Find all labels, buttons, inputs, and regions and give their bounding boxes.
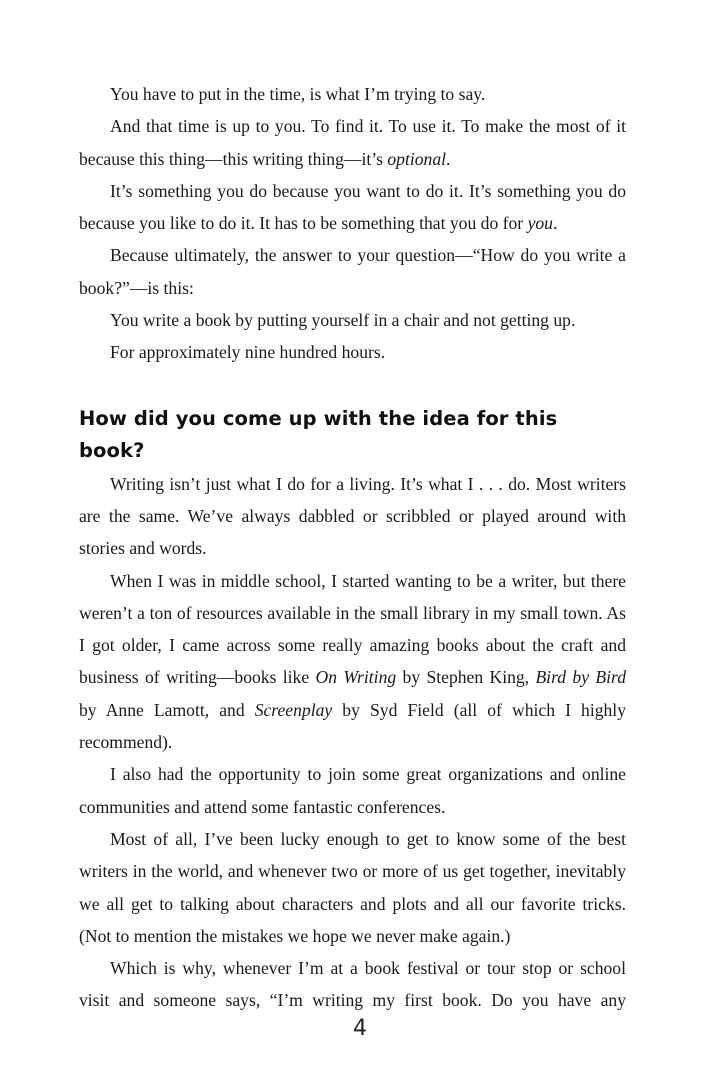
paragraph xyxy=(79,175,626,240)
paragraph-text: by Anne Lamott, and xyxy=(79,699,255,720)
paragraph: Most of all, I’ve been lucky enough to get to know some of the best writers in the world, and whenever two or more of us get together, inevitably we all get to talking about characters and plots and all our favorite tricks. (Not to mention the mistakes we hope we never make again.) xyxy=(79,828,626,946)
emphasis-text: optional xyxy=(387,148,447,169)
emphasis-text: you xyxy=(527,213,553,234)
book-title: Screenplay xyxy=(254,699,333,720)
book-title: Bird by Bird xyxy=(535,667,626,688)
paragraph-text: . xyxy=(552,213,558,234)
book-title: On Writing xyxy=(315,667,397,688)
paragraph: I also had the opportunity to join some great organizations and online communities and attend some fantastic conferences. xyxy=(79,764,626,817)
paragraph-text: . xyxy=(446,148,451,169)
paragraph-text: When I was in middle school, I started wanting to be a writer, but there weren’t a ton of resources available in the small library in my small town. As I got older, I came across some really amazing books about the craft and business of writing—books like xyxy=(79,570,626,688)
section-heading: How did you come up with the idea for this book? xyxy=(79,406,558,462)
paragraph: You have to put in the time, is what I’m trying to say. xyxy=(110,84,486,104)
paragraph-text: It’s something you do because you want to do it. It’s something you do because you like to do it. It has to be something that you do for xyxy=(79,180,626,234)
paragraph xyxy=(79,110,626,175)
paragraph: You write a book by putting yourself in a chair and not getting up. xyxy=(110,310,576,331)
paragraph: For approximately nine hundred hours. xyxy=(110,342,386,363)
paragraph-text: by Stephen King, xyxy=(396,667,536,688)
page-body xyxy=(79,78,626,1017)
page-number: 4 xyxy=(353,1016,367,1041)
paragraph: Writing isn’t just what I do for a living. It’s what I . . . do. Most writers are the same. We’ve always dabbled or scribbled or played around with stories and words. xyxy=(79,473,626,559)
paragraph: Because ultimately, the answer to your question—“How do you write a book?”—is this: xyxy=(79,245,626,298)
paragraph xyxy=(79,565,626,759)
paragraph-text: And that time is up to you. To find it. To use it. To make the most of it because this thing—this writing thing—it’s xyxy=(79,116,626,169)
paragraph: Which is why, whenever I’m at a book festival or tour stop or school visit and someone says, “I’m writing my first book. Do you have any xyxy=(79,958,626,1011)
paragraph-text: by Syd Field (all of which I highly recommend). xyxy=(79,699,626,753)
